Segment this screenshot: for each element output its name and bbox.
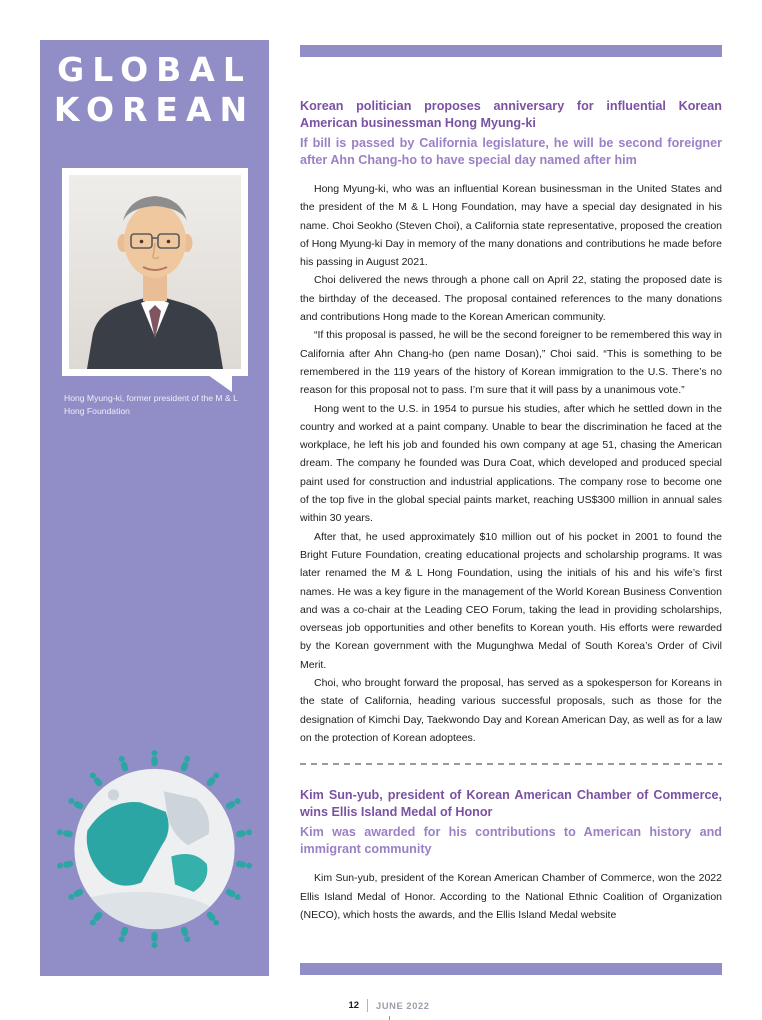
section-title-line-1: GLOBAL: [57, 50, 252, 89]
portrait-photo-frame: [62, 168, 248, 376]
portrait-photo: [69, 175, 241, 369]
bottom-accent-bar: [300, 963, 722, 975]
page-footer: [8, 999, 762, 1012]
article-paragraph: Hong went to the U.S. in 1954 to pursue his studies, after which he settled down in the country and worked at a paint company. Unable to bear the discrimination he faced at the workplace, he left his job and founded his own company at age 51, chasing the American dream. The company he founded was Dura Coat, which developed and produced special paint used for construction and industrial applications. The company rose to become one of the top five in the global special paints market, reaching US$300 million in annual sales within 30 years.: [300, 402, 722, 525]
article-paragraph: Kim Sun-yub, president of the Korean American Chamber of Commerce, won the 2022 Ellis Island Medal of Honor. According to the National Ethnic Coalition of Organization (NECO), which hosts the awards, and the Ellis Island Medal website: [300, 872, 722, 921]
article-column: [300, 98, 722, 924]
footer-divider: [367, 999, 368, 1012]
article-hong-myung-ki: [300, 98, 722, 747]
photo-caption: Hong Myung-ki, former president of the M & L Hong Foundation: [64, 393, 238, 417]
sidebar: [40, 40, 269, 976]
dashed-divider: [300, 763, 722, 765]
article-paragraph: After that, he used approximately $10 million out of his pocket in 2001 to found the Bright Future Foundation, creating educational projects and scholarship programs. It was later renamed the M & L Hong Foundation, using the initials of his and his wife’s first names. He was a key figure in the management of the World Korean Business Convention and was a co-chair at the Leading CEO Forum, taking the lead in providing scholarships, overseas job opportunities and other benefits to Korean youth. His efforts were rewarded by the Korean government with the Mugunghwa Medal of South Korea’s Order of Civil Merit.: [300, 530, 722, 671]
section-title: [40, 40, 269, 129]
globe-illustration: [52, 740, 257, 958]
top-accent-bar: [300, 45, 722, 57]
article-body: [300, 180, 722, 747]
article-subheadline: If bill is passed by California legislature, he will be second foreigner after Ahn Chang-ho to have special day named after him: [300, 136, 722, 167]
page-number: 12: [348, 1000, 360, 1011]
section-title-line-2: KOREAN: [53, 89, 256, 129]
article-headline: Korean politician proposes anniversary for influential Korean American businessman Hong Myung-ki: [300, 99, 722, 130]
speech-bubble-tail: [208, 375, 232, 392]
article-subheadline: Kim was awarded for his contributions to American history and immigrant community: [300, 825, 722, 856]
article-paragraph: Choi delivered the news through a phone call on April 22, stating the proposed date is the birthday of the deceased. The proposal contained references to the many donations and contributions Hong made to the Korean American community.: [300, 274, 722, 324]
article-paragraph: Hong Myung-ki, who was an influential Korean businessman in the United States and the president of the M & L Hong Foundation, may have a special day designated in his name. Choi Seokho (Steven Choi), a California state representative, proposed the creation of Hong Myung-ki Day in memory of the many donations and contributions he made before his passing in August 2021.: [300, 183, 722, 269]
issue-date: JUNE 2022: [376, 1000, 430, 1011]
article-headline: Kim Sun-yub, president of Korean American Chamber of Commerce, wins Ellis Island Medal of Honor: [300, 788, 722, 819]
article-paragraph: Choi, who brought forward the proposal, has served as a spokesperson for Koreans in the state of California, heading various successful proposals, such as those for the designation of Kimchi Day, Taekwondo Day and Korean American Day, as well as for a law on the protection of Korean adoptees.: [300, 677, 722, 744]
article-kim-sun-yub: [300, 787, 722, 924]
article-body: [300, 869, 722, 924]
article-paragraph: “If this proposal is passed, he will be the second foreigner to be remembered this way in California after Ahn Chang-ho (pen name Dosan),” Choi said. “This is something to be remembered in the 119 years of the history of Korean immigration to the U.S. There’s no reason for this proposal not to pass. I’m sure that it will pass by a unanimous vote.”: [300, 329, 722, 397]
footer-rule: [389, 1016, 390, 1020]
